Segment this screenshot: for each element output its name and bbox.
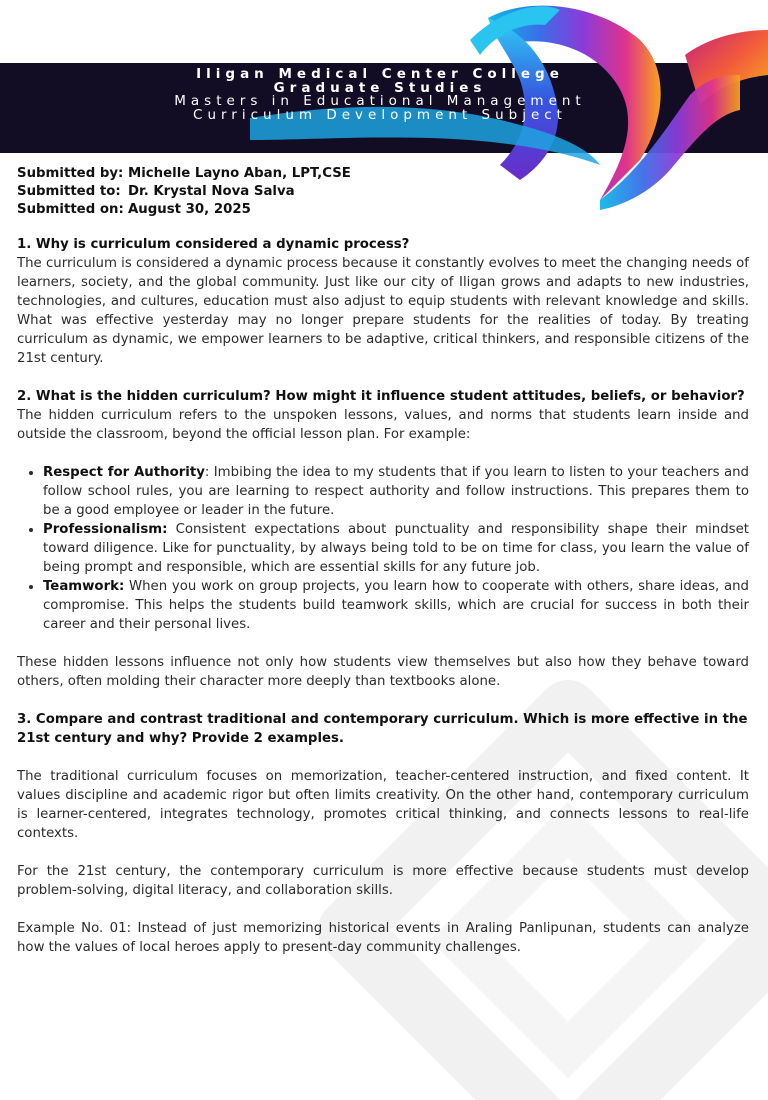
submitted-by-row [17, 165, 749, 183]
question-3-example-1: Example No. 01: Instead of just memorizing historical events in Araling Panlipunan, students can analyze how the values of local heroes apply to present-day community challenges. [17, 921, 749, 955]
subject-name: Curriculum Development Subject [193, 106, 567, 123]
question-1-answer: The curriculum is considered a dynamic process because it constantly evolves to meet the changing needs of learners, society, and the global community. Just like our city of Iligan grows and adapts to new industries, technologies, and cultures, education must also adjust to equip students with relevant knowledge and skills. What was effective yesterday may no longer prepare students for the realities of today. By treating curriculum as dynamic, we empower learners to be adaptive, critical thinkers, and responsible citizens of the 21st century. [17, 256, 749, 366]
submitted-to-row [17, 183, 749, 201]
document-body [17, 165, 749, 957]
list-item [43, 520, 749, 577]
question-1-heading: 1. Why is curriculum considered a dynamic process? [17, 237, 410, 252]
list-item-text: When you work on group projects, you learn how to cooperate with others, share ideas, and compromise. This helps the students build teamwork skills, which are crucial for success in both their career and their personal lives. [43, 579, 749, 632]
question-2-heading: 2. What is the hidden curriculum? How might it influence student attitudes, beliefs, or behavior? [17, 389, 745, 404]
submitted-to-value: Dr. Krystal Nova Salva [128, 184, 295, 199]
list-item [43, 463, 749, 520]
graduate-studies-heading: Graduate Studies [273, 79, 487, 96]
submitted-by-label: Submitted by: [17, 166, 124, 181]
list-item-term: Professionalism: [43, 522, 168, 537]
question-2-conclusion: These hidden lessons influence not only how students view themselves but also how they behave toward others, often molding their character more deeply than textbooks alone. [17, 655, 749, 689]
hidden-curriculum-list [17, 463, 749, 634]
submitted-on-value: August 30, 2025 [128, 202, 251, 217]
list-item-term: Respect for Authority [43, 465, 205, 480]
list-item-text: Consistent expectations about punctuality and responsibility shape their mindset toward diligence. Like for punctuality, by always being told to be on time for class, you learn the value of being prompt and responsible, which are essential skills for any future job. [43, 522, 749, 575]
header-title-block [100, 68, 660, 122]
submitted-on-row [17, 201, 749, 219]
submitted-by-value: Michelle Layno Aban, LPT,CSE [128, 166, 351, 181]
college-name: Iligan Medical Center College [196, 66, 564, 82]
program-name: Masters in Educational Management [174, 93, 586, 109]
list-item [43, 577, 749, 634]
question-3-paragraph-2: For the 21st century, the contemporary curriculum is more effective because students must develop problem-solving, digital literacy, and collaboration skills. [17, 864, 749, 898]
question-2-intro: The hidden curriculum refers to the unspoken lessons, values, and norms that students learn inside and outside the classroom, beyond the official lesson plan. For example: [17, 408, 749, 442]
submitted-on-label: Submitted on: [17, 202, 124, 217]
question-3-heading: 3. Compare and contrast traditional and contemporary curriculum. Which is more effective in the 21st century and why? Provide 2 examples. [17, 712, 748, 746]
question-3-paragraph-1: The traditional curriculum focuses on memorization, teacher-centered instruction, and fixed content. It values discipline and academic rigor but often limits creativity. On the other hand, contemporary curriculum is learner-centered, integrates technology, promotes critical thinking, and connects lessons to real-life contexts. [17, 769, 749, 841]
list-item-term: Teamwork: [43, 579, 125, 594]
list-item-text: : Imbibing the idea to my students that if you learn to listen to your teachers and follow school rules, you are learning to respect authority and follow instructions. This prepares them to be a good employee or leader in the future. [43, 465, 749, 518]
submitted-to-label: Submitted to: [17, 184, 121, 199]
